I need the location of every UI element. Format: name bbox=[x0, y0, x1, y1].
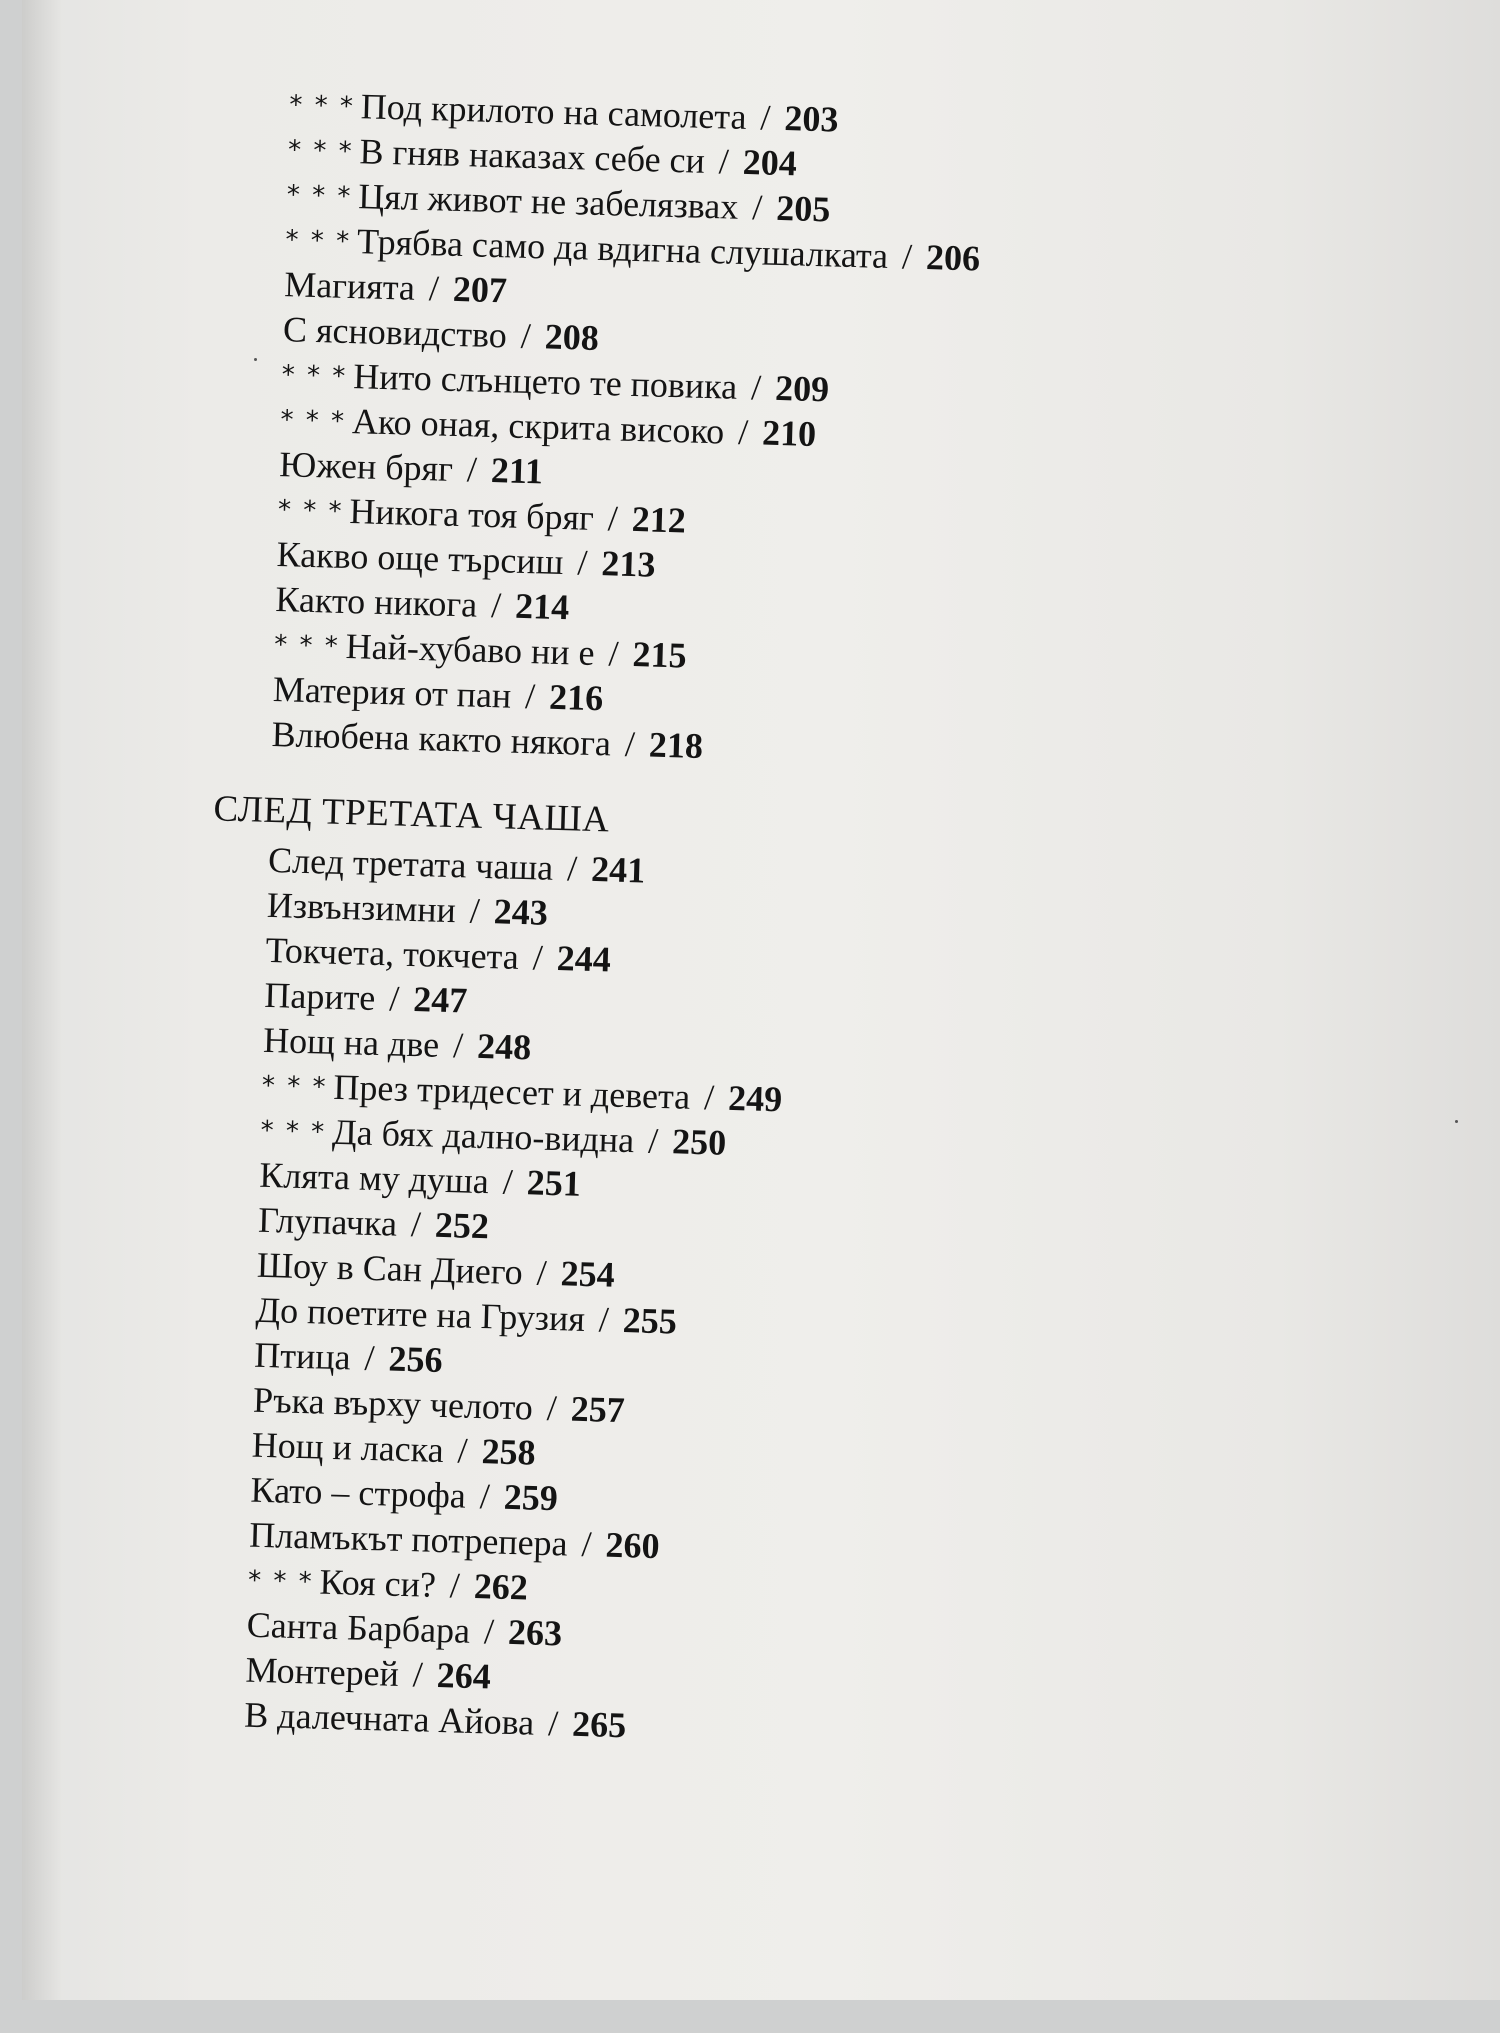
toc-entry bbox=[272, 668, 604, 719]
page-number: 248 bbox=[476, 1025, 532, 1068]
page-number: 263 bbox=[507, 1611, 563, 1654]
entry-title: Коя си? bbox=[319, 1561, 437, 1605]
toc-entry bbox=[277, 491, 687, 541]
entry-separator: / bbox=[624, 723, 636, 765]
page-number: 250 bbox=[671, 1121, 727, 1163]
entry-title: Птица bbox=[253, 1334, 352, 1378]
page-number: 265 bbox=[571, 1703, 627, 1746]
asterism-marker: * * * bbox=[288, 90, 356, 123]
entry-title: Шоу в Сан Диего bbox=[256, 1244, 524, 1293]
entry-title: В далечната Айова bbox=[243, 1694, 535, 1743]
toc-entry bbox=[248, 1514, 661, 1567]
page-number: 208 bbox=[544, 316, 600, 358]
page-number: 264 bbox=[436, 1654, 492, 1697]
entry-title: Нито слънцето те повика bbox=[352, 356, 738, 407]
page-number: 216 bbox=[548, 676, 604, 719]
entry-separator: / bbox=[751, 187, 763, 228]
entry-title: Никога тоя бряг bbox=[348, 491, 595, 538]
page-number: 259 bbox=[503, 1476, 559, 1519]
page-number: 209 bbox=[774, 367, 830, 410]
entry-title: През тридесет и девета bbox=[332, 1066, 691, 1117]
entry-separator: / bbox=[457, 1430, 469, 1471]
page-number: 252 bbox=[434, 1204, 490, 1247]
page-number: 251 bbox=[526, 1162, 582, 1204]
page-number: 243 bbox=[493, 891, 549, 933]
entry-title: Да бях дално-видна bbox=[331, 1111, 635, 1161]
toc-entry bbox=[278, 444, 544, 492]
page-number: 211 bbox=[490, 449, 544, 492]
entry-separator: / bbox=[536, 1252, 548, 1293]
entry-title: Клята му душа bbox=[258, 1154, 490, 1202]
book-page bbox=[22, 0, 1500, 2000]
page-number: 215 bbox=[632, 634, 688, 676]
toc-entry bbox=[283, 311, 600, 356]
entry-title: Ако оная, скрита високо bbox=[351, 401, 725, 452]
toc-entry bbox=[265, 929, 612, 980]
toc-entry bbox=[260, 1112, 727, 1161]
entry-title: Санта Барбара bbox=[246, 1604, 471, 1651]
asterism-marker: * * * bbox=[280, 405, 347, 437]
entry-title: Извънзимни bbox=[266, 884, 457, 931]
asterism-marker: * * * bbox=[277, 495, 344, 527]
entry-title: С ясновидство bbox=[282, 309, 508, 356]
entry-separator: / bbox=[520, 315, 532, 357]
toc-entry bbox=[252, 1379, 626, 1431]
entry-title: Южен бряг bbox=[278, 444, 454, 489]
entry-title: Монтерей bbox=[245, 1649, 400, 1694]
toc-entry bbox=[287, 131, 798, 184]
page-number: 241 bbox=[590, 848, 646, 891]
entry-separator: / bbox=[759, 97, 772, 138]
toc-entry bbox=[283, 264, 508, 311]
toc-entry bbox=[255, 1289, 678, 1342]
entry-separator: / bbox=[469, 890, 481, 931]
asterism-marker: * * * bbox=[260, 1115, 327, 1148]
entry-separator: / bbox=[566, 848, 578, 889]
toc-entry bbox=[250, 1469, 559, 1519]
page-number: 244 bbox=[556, 938, 612, 980]
page-number: 258 bbox=[481, 1431, 537, 1473]
toc-entry bbox=[248, 1562, 529, 1606]
asterism-marker: * * * bbox=[247, 1565, 315, 1598]
page-number: 213 bbox=[600, 543, 656, 585]
page-number: 255 bbox=[622, 1300, 678, 1342]
toc-entry bbox=[258, 1154, 582, 1204]
page-number: 214 bbox=[514, 585, 570, 628]
toc-entry bbox=[245, 1649, 492, 1697]
entry-title: Материя от пан bbox=[272, 668, 512, 716]
toc-entry bbox=[251, 1424, 537, 1473]
entry-separator: / bbox=[483, 1611, 495, 1652]
page-number: 205 bbox=[775, 187, 831, 230]
entry-separator: / bbox=[532, 937, 544, 978]
entry-separator: / bbox=[412, 1654, 424, 1695]
page-number: 206 bbox=[925, 237, 981, 279]
entry-separator: / bbox=[546, 1387, 558, 1429]
toc-entry bbox=[267, 839, 646, 891]
entry-separator: / bbox=[452, 1025, 464, 1066]
entry-separator: / bbox=[703, 1077, 715, 1118]
entry-separator: / bbox=[737, 411, 749, 453]
toc-entry bbox=[262, 1019, 532, 1068]
entry-separator: / bbox=[410, 1204, 422, 1245]
page-number: 203 bbox=[783, 98, 840, 140]
entry-title: Какво още търсиш bbox=[276, 534, 564, 583]
entry-title: Ръка върху челото bbox=[252, 1379, 534, 1428]
entry-title: Пламъкът потрепера bbox=[248, 1514, 569, 1564]
toc-entry bbox=[253, 1334, 444, 1380]
entry-title: Под крилото на самолета bbox=[360, 86, 748, 137]
toc-entry bbox=[243, 1694, 627, 1746]
page-number: 262 bbox=[473, 1565, 529, 1608]
entry-title: В гняв наказах себе си bbox=[359, 131, 706, 181]
entry-separator: / bbox=[598, 1299, 610, 1340]
entry-separator: / bbox=[607, 498, 619, 539]
entry-title: Глупачка bbox=[257, 1199, 398, 1244]
entry-separator: / bbox=[449, 1565, 461, 1606]
toc-entry bbox=[288, 86, 840, 140]
entry-title: Влюбена както някога bbox=[271, 713, 612, 764]
toc-entry bbox=[256, 1244, 616, 1295]
entry-separator: / bbox=[718, 141, 730, 182]
page-number: 256 bbox=[388, 1338, 444, 1380]
entry-separator: / bbox=[490, 585, 502, 626]
page-number: 247 bbox=[412, 979, 468, 1021]
page-number: 249 bbox=[727, 1077, 783, 1120]
toc-entry bbox=[281, 356, 830, 410]
toc-entry bbox=[271, 713, 704, 767]
entry-title: Най-хубаво ни е bbox=[345, 626, 596, 673]
asterism-marker: * * * bbox=[287, 135, 354, 168]
entry-separator: / bbox=[364, 1337, 376, 1379]
entry-separator: / bbox=[576, 542, 588, 583]
entry-title: Токчета, токчета bbox=[265, 929, 520, 977]
toc-entry bbox=[286, 176, 831, 230]
entry-separator: / bbox=[428, 268, 440, 309]
section-heading: СЛЕД ТРЕТАТА ЧАША bbox=[213, 788, 611, 841]
asterism-marker: * * * bbox=[281, 360, 348, 392]
page-number: 254 bbox=[560, 1253, 616, 1295]
entry-separator: / bbox=[502, 1161, 514, 1202]
entry-separator: / bbox=[647, 1120, 659, 1161]
entry-title: Нощ на две bbox=[262, 1019, 440, 1065]
entry-separator: / bbox=[608, 633, 620, 674]
entry-separator: / bbox=[466, 449, 478, 490]
entry-separator: / bbox=[581, 1523, 593, 1565]
asterism-marker: * * * bbox=[286, 180, 353, 213]
entry-separator: / bbox=[901, 236, 913, 277]
toc-entry bbox=[274, 579, 570, 628]
entry-title: След третата чаша bbox=[267, 839, 554, 888]
paper-speck bbox=[254, 358, 257, 361]
entry-separator: / bbox=[388, 978, 400, 1019]
entry-title: Като – строфа bbox=[250, 1469, 467, 1516]
asterism-marker: * * * bbox=[261, 1070, 328, 1103]
entry-separator: / bbox=[750, 367, 762, 408]
asterism-marker: * * * bbox=[273, 630, 341, 662]
toc-entry bbox=[257, 1199, 490, 1247]
toc-entry bbox=[246, 1604, 563, 1654]
page-number: 204 bbox=[742, 141, 798, 184]
asterism-marker: * * * bbox=[285, 225, 352, 257]
page-number: 210 bbox=[761, 412, 817, 455]
entry-title: Трябва само да вдигна слушалката bbox=[356, 221, 889, 276]
entry-title: До поетите на Грузия bbox=[255, 1289, 586, 1339]
entry-title: Както никога bbox=[274, 579, 478, 625]
entry-title: Нощ и ласка bbox=[251, 1424, 445, 1471]
page-number: 257 bbox=[570, 1388, 626, 1431]
toc-entry bbox=[266, 884, 549, 933]
toc-entry bbox=[274, 626, 687, 674]
page-number: 207 bbox=[452, 268, 508, 311]
page-number: 260 bbox=[605, 1524, 661, 1567]
toc-entry bbox=[263, 974, 468, 1021]
entry-title: Цял живот не забелязвах bbox=[357, 176, 739, 227]
entry-separator: / bbox=[479, 1476, 491, 1517]
entry-title: Парите bbox=[263, 974, 376, 1018]
page-number: 218 bbox=[648, 724, 704, 767]
toc-entry bbox=[276, 536, 656, 583]
entry-title: Магията bbox=[283, 264, 416, 308]
toc-entry bbox=[280, 401, 817, 455]
entry-separator: / bbox=[524, 676, 536, 717]
page-number: 212 bbox=[631, 498, 687, 541]
toc-entry bbox=[261, 1067, 782, 1118]
paper-speck bbox=[1455, 1120, 1458, 1123]
entry-separator: / bbox=[547, 1703, 559, 1744]
